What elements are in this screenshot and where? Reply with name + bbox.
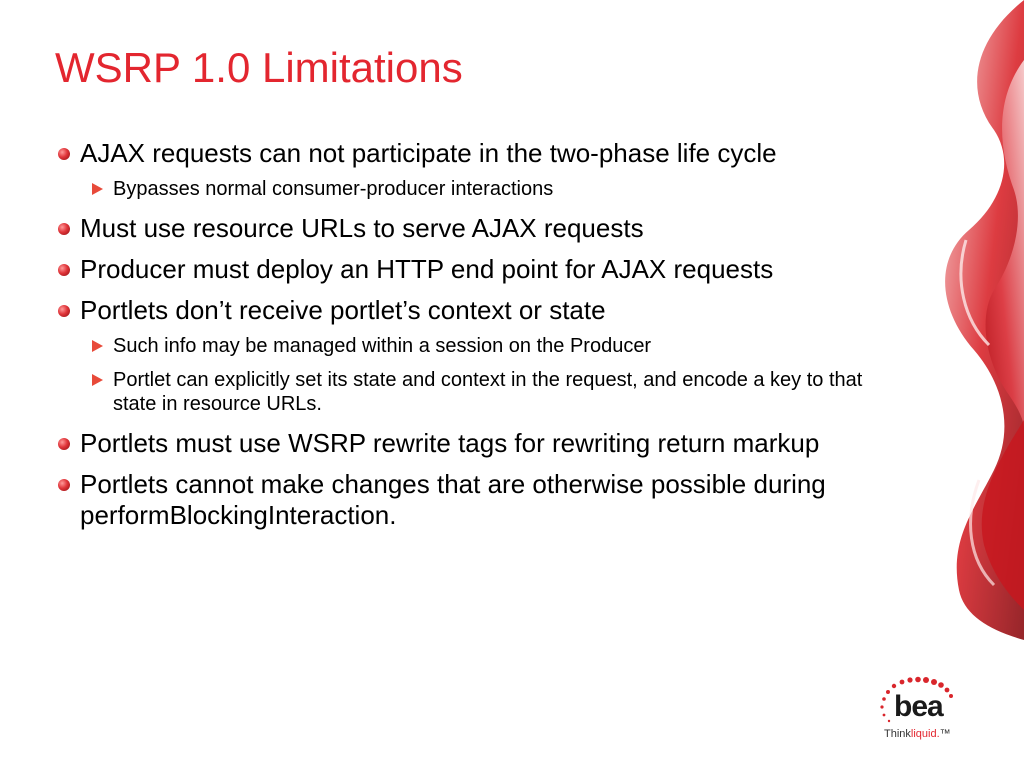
bullet-item	[56, 295, 896, 326]
arrow-bullet-icon	[92, 183, 103, 195]
bullet-list	[56, 138, 896, 541]
bullet-dot-icon	[58, 264, 70, 276]
bullet-text: Portlets don’t receive portlet’s context or state	[80, 295, 606, 325]
sub-bullet-text: Such info may be managed within a session on the Producer	[113, 335, 652, 357]
bullet-item	[56, 428, 896, 459]
bea-logo	[872, 676, 972, 746]
logo-tagline: Thinkliquid.™	[884, 728, 951, 740]
sub-bullet-text: Bypasses normal consumer-producer interactions	[113, 178, 554, 200]
bullet-dot-icon	[58, 438, 70, 450]
bullet-dot-icon	[58, 223, 70, 235]
bullet-dot-icon	[58, 479, 70, 491]
arrow-bullet-icon	[92, 374, 103, 386]
slide-title: WSRP 1.0 Limitations	[55, 44, 463, 91]
bullet-text: Producer must deploy an HTTP end point for AJAX requests	[80, 254, 774, 284]
bullet-text: Portlets must use WSRP rewrite tags for rewriting return markup	[80, 428, 820, 458]
sub-bullet-text: Portlet can explicitly set its state and context in the request, and encode a key to that state in resource URLs.	[113, 369, 863, 415]
bullet-text: AJAX requests can not participate in the two-phase life cycle	[80, 138, 777, 168]
bullet-item	[56, 138, 896, 169]
bullet-item	[56, 213, 896, 244]
sub-bullet-item	[56, 177, 896, 201]
sub-bullet-item	[56, 334, 896, 358]
arrow-bullet-icon	[92, 340, 103, 352]
logo-wordmark: bea	[894, 690, 943, 723]
bullet-dot-icon	[58, 148, 70, 160]
bullet-item	[56, 469, 896, 531]
bullet-text: Portlets cannot make changes that are otherwise possible during performBlockingInteraction.	[80, 469, 826, 530]
sub-bullet-item	[56, 368, 896, 416]
bullet-dot-icon	[58, 305, 70, 317]
bullet-text: Must use resource URLs to serve AJAX requests	[80, 213, 644, 243]
bullet-item	[56, 254, 896, 285]
